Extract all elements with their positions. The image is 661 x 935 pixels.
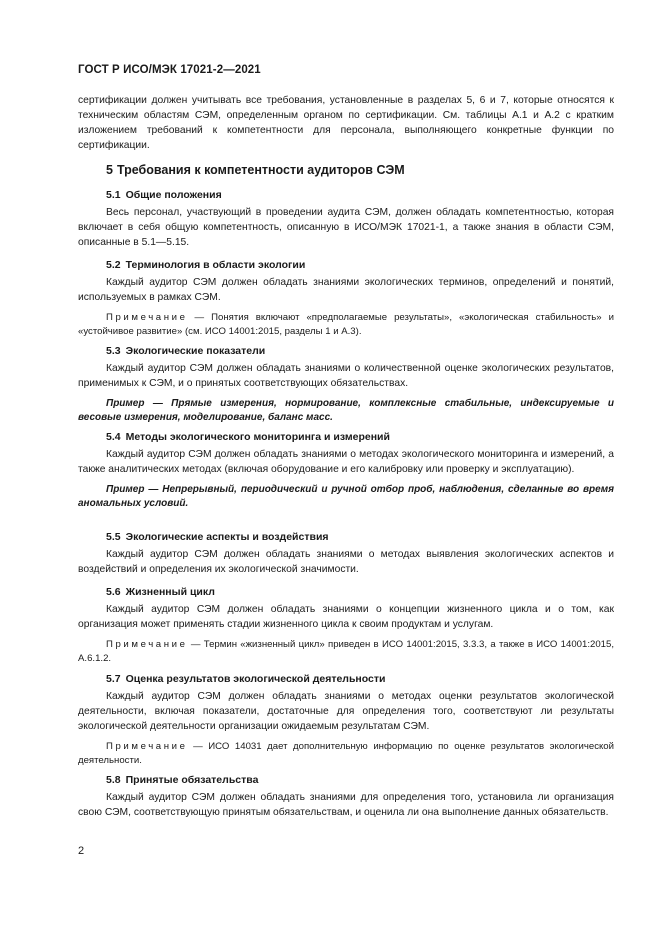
document-header: ГОСТ Р ИСО/МЭК 17021-2—2021 — [78, 64, 261, 76]
intro-text: сертификации должен учитывать все требования, установленные в разделах 5, 6 и 7, которые относятся к техническим областям СЭМ, определенным органом по сертификации. См. таблицы А.1 и А.2 с кратким изложением требований к компетентности для персонала, выполняющего конкретные функции по сертификации. — [78, 95, 614, 151]
subsection-number: 5.7 — [106, 673, 121, 685]
subsection-text: Каждый аудитор СЭМ должен обладать знаниями о методах оценки результатов экологической деятельности, включая показатели, достаточные для определения того, соответствуют ли результаты экологической деятельности организации ожидаемым результатам СЭМ. — [78, 691, 614, 732]
subsection-5-6 — [78, 586, 614, 666]
subsection-number: 5.8 — [106, 774, 121, 786]
subsection-5-5 — [78, 531, 614, 577]
note-text: — Понятия включают «предполагаемые результаты», «экологическая стабильность» и «устойчивое развитие» (см. ИСО 14001:2015, разделы 1 и А.3). — [78, 312, 614, 337]
note-label: Примечание — [106, 312, 188, 323]
example: Пример — Прямые измерения, нормирование, комплексные стабильные, индексируемые и весовые измерения, моделирование, баланс масс. — [78, 398, 614, 423]
subsection-text: Каждый аудитор СЭМ должен обладать знаниями о методах экологического мониторинга и измерений, а также аналитических методах (включая оборудование и его калибровку или проверку и эксплуатацию). — [78, 449, 614, 475]
note-label: Примечание — [106, 741, 188, 752]
note — [78, 638, 614, 666]
subsection-5-2 — [78, 259, 614, 339]
subsection-number: 5.6 — [106, 586, 121, 598]
subsection-text: Весь персонал, участвующий в проведении аудита СЭМ, должен обладать компетентностью, которая включает в себя общую компетентность, описанную в ИСО/МЭК 17021-1, а также знания в области СЭМ, описанные в 5.1—5.15. — [78, 207, 614, 248]
subsection-number: 5.5 — [106, 531, 121, 543]
section-title: Требования к компетентности аудиторов СЭМ — [116, 163, 405, 177]
note-label: Примечание — [106, 639, 188, 650]
subsection-title: Терминология в области экологии — [125, 259, 306, 271]
intro-paragraph — [78, 93, 614, 153]
subsection-5-8 — [78, 774, 614, 820]
section-number: 5 — [106, 163, 113, 177]
subsection-5-4 — [78, 431, 614, 511]
subsection-title: Методы экологического мониторинга и измерений — [125, 431, 390, 443]
subsection-title: Жизненный цикл — [125, 586, 215, 598]
note-text: — ИСО 14031 дает дополнительную информацию по оценке результатов экологической деятельности. — [78, 741, 614, 766]
subsection-5-7 — [78, 673, 614, 768]
note-text: — Термин «жизненный цикл» приведен в ИСО 14001:2015, 3.3.3, а также в ИСО 14001:2015, А.6.1.2. — [78, 639, 614, 664]
subsection-5-1 — [78, 189, 614, 250]
subsection-text: Каждый аудитор СЭМ должен обладать знаниями о концепции жизненного цикла и о том, как организация может применять стадии жизненного цикла к своим продуктам и услугам. — [78, 604, 614, 630]
subsection-number: 5.4 — [106, 431, 121, 443]
example: Пример — Непрерывный, периодический и ручной отбор проб, наблюдения, сделанные во время аномальных условий. — [78, 484, 614, 509]
subsection-text: Каждый аудитор СЭМ должен обладать знаниями о количественной оценке экологических результатов, применимых к СЭМ, и о принятых соответствующих обязательствах. — [78, 363, 614, 389]
subsection-title: Принятые обязательства — [125, 774, 259, 786]
subsection-number: 5.2 — [106, 259, 121, 271]
note — [78, 311, 614, 339]
subsection-text: Каждый аудитор СЭМ должен обладать знаниями для определения того, установила ли организация свою СЭМ, соответствующую принятым обязательствам, и оценила ли она выполнение данных обязательств. — [78, 792, 614, 818]
subsection-number: 5.1 — [106, 189, 121, 201]
subsection-text: Каждый аудитор СЭМ должен обладать знаниями о методах выявления экологических аспектов и воздействий и определения их экологической значимости. — [78, 549, 614, 575]
note — [78, 740, 614, 768]
subsection-number: 5.3 — [106, 345, 121, 357]
subsection-title: Экологические показатели — [125, 345, 266, 357]
subsection-text: Каждый аудитор СЭМ должен обладать знаниями экологических терминов, определений и понятий, используемых в рамках СЭМ. — [78, 277, 614, 303]
section-5-heading — [78, 163, 614, 177]
subsection-5-3 — [78, 345, 614, 425]
page-number: 2 — [78, 845, 85, 857]
subsection-title: Экологические аспекты и воздействия — [125, 531, 329, 543]
subsection-title: Оценка результатов экологической деятельности — [125, 673, 386, 685]
subsection-title: Общие положения — [125, 189, 222, 201]
